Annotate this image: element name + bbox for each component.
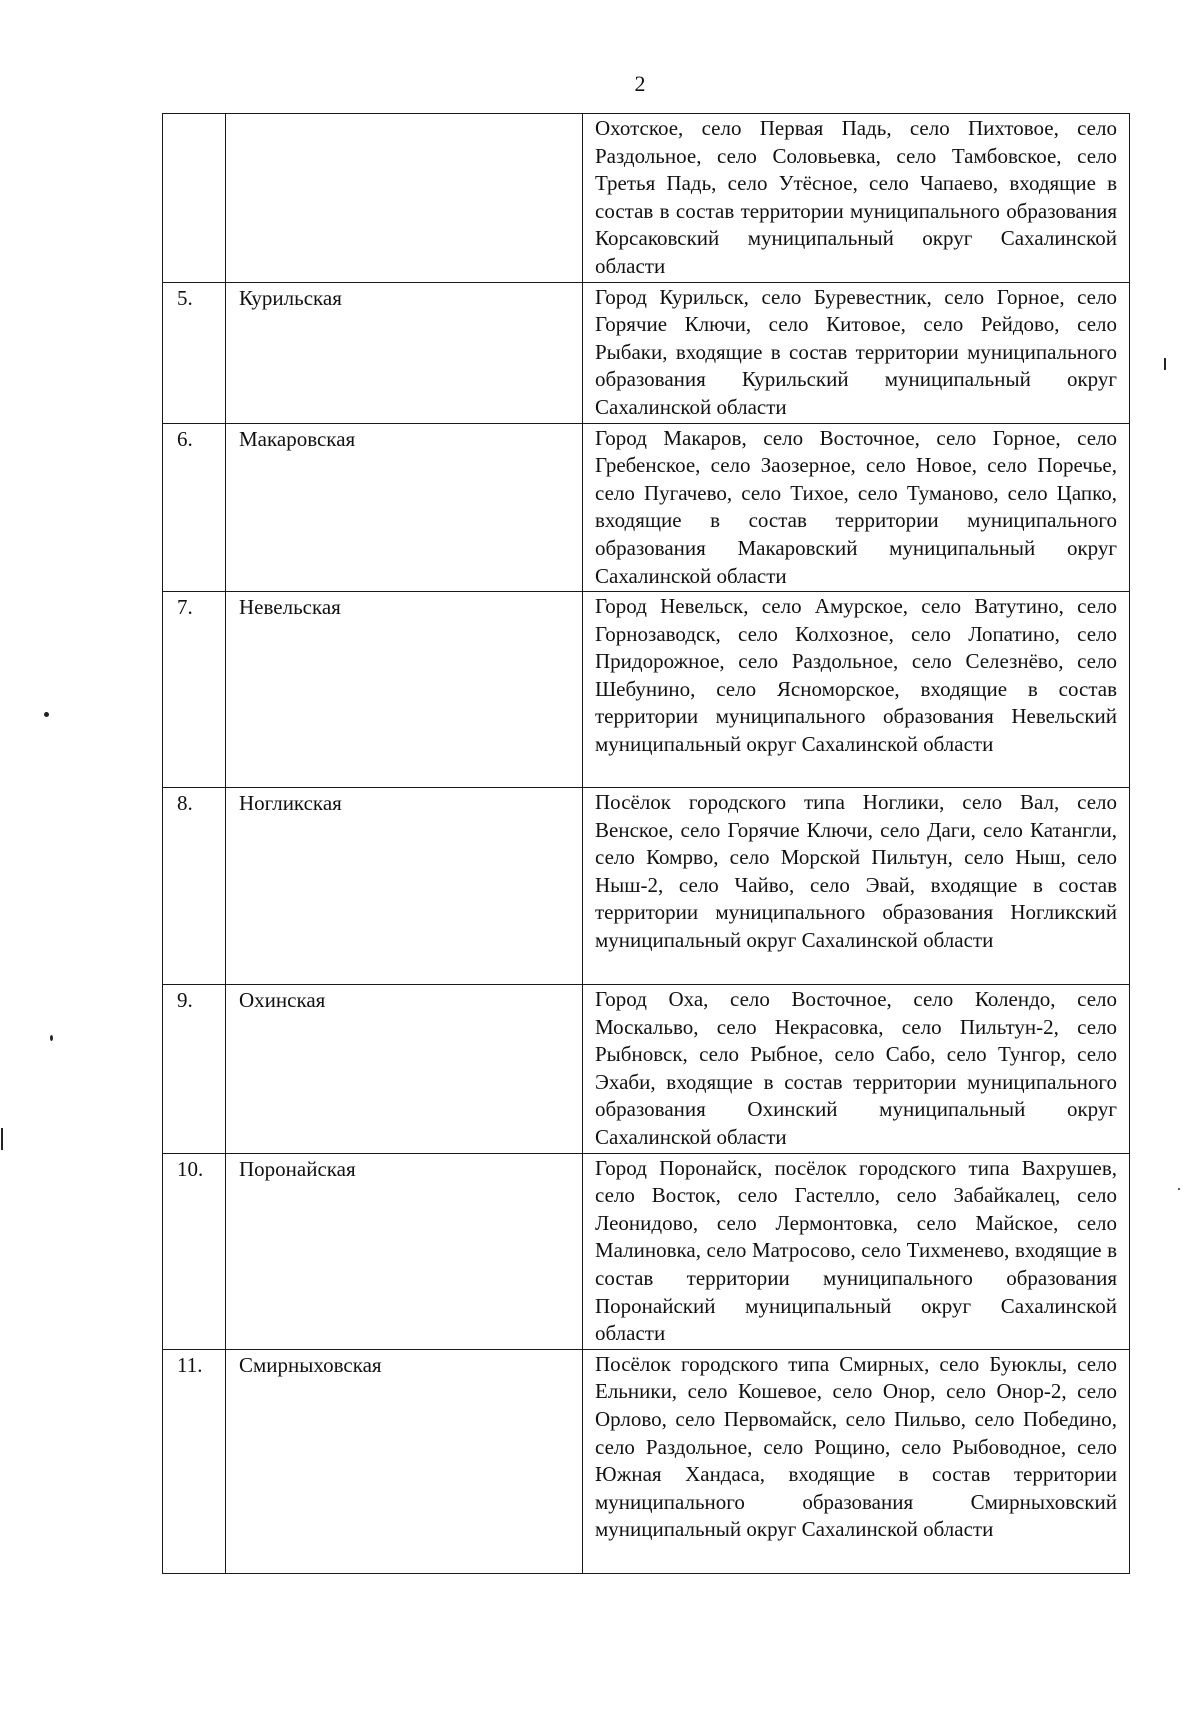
row-number: 8. (163, 788, 226, 985)
row-number (163, 114, 226, 283)
district-description: Охотское, село Первая Падь, село Пихтовое, село Раздольное, село Соловьевка, село Тамбовское, село Третья Падь, село Утёсное, село Чапаево, входящие в состав в состав территории муниципального образования Корсаковский муниципальный округ Сахалинской области (583, 114, 1130, 283)
table-row (163, 1349, 1130, 1573)
district-name: Курильская (226, 282, 583, 423)
page-number: 2 (634, 71, 646, 96)
district-description: Город Поронайск, посёлок городского типа Вахрушев, село Восток, село Гастелло, село Забайкалец, село Леонидово, село Лермонтовка, село Майское, село Малиновка, село Матросово, село Тихменево, входящие в состав территории муниципального образования Поронайский муниципальный округ Сахалинской области (583, 1153, 1130, 1349)
row-number: 5. (163, 282, 226, 423)
row-number: 10. (163, 1153, 226, 1349)
district-description: Город Курильск, село Буревестник, село Горное, село Горячие Ключи, село Китовое, село Рейдово, село Рыбаки, входящие в состав территории муниципального образования Курильский муниципальный округ Сахалинской области (583, 282, 1130, 423)
district-description: Город Оха, село Восточное, село Колендо, село Москальво, село Некрасовка, село Пильтун-2, село Рыбновск, село Рыбное, село Сабо, село Тунгор, село Эхаби, входящие в состав территории муниципального образования Охинский муниципальный округ Сахалинской области (583, 985, 1130, 1154)
scan-speck (1, 1128, 3, 1150)
table-row (163, 114, 1130, 283)
scan-speck (50, 1035, 53, 1041)
row-number: 9. (163, 985, 226, 1154)
district-description: Город Макаров, село Восточное, село Горное, село Гребенское, село Заозерное, село Новое, село Поречье, село Пугачево, село Тихое, село Туманово, село Цапко, входящие в состав территории муниципального образования Макаровский муниципальный округ Сахалинской области (583, 423, 1130, 592)
district-name: Макаровская (226, 423, 583, 592)
district-description: Город Невельск, село Амурское, село Ватутино, село Горнозаводск, село Колхозное, село Лопатино, село Придорожное, село Раздольное, село Селезнёво, село Шебунино, село Ясноморское, входящие в состав территории муниципального образования Невельский муниципальный округ Сахалинской области (583, 592, 1130, 788)
district-description: Посёлок городского типа Смирных, село Буюклы, село Ельники, село Кошевое, село Онор, село Онор-2, село Орлово, село Первомайск, село Пильво, село Победино, село Раздольное, село Рощино, село Рыбоводное, село Южная Хандаса, входящие в состав территории муниципального образования Смирныховский муниципальный округ Сахалинской области (583, 1349, 1130, 1573)
district-name: Невельская (226, 592, 583, 788)
table-row (163, 423, 1130, 592)
table-row (163, 592, 1130, 788)
scan-speck (1164, 358, 1166, 370)
district-name: Смирныховская (226, 1349, 583, 1573)
row-number: 6. (163, 423, 226, 592)
row-number: 7. (163, 592, 226, 788)
district-name (226, 114, 583, 283)
district-description: Посёлок городского типа Ноглики, село Вал, село Венское, село Горячие Ключи, село Даги, село Катангли, село Комрво, село Морской Пильтун, село Ныш, село Ныш-2, село Чайво, село Эвай, входящие в состав территории муниципального образования Ногликский муниципальный округ Сахалинской области (583, 788, 1130, 985)
district-name: Охинская (226, 985, 583, 1154)
district-name: Поронайская (226, 1153, 583, 1349)
table-row (163, 788, 1130, 985)
districts-table (162, 113, 1130, 1574)
scan-speck (44, 712, 49, 717)
district-name: Ногликская (226, 788, 583, 985)
scan-speck (1178, 1188, 1180, 1190)
table-row (163, 282, 1130, 423)
table-row (163, 985, 1130, 1154)
row-number: 11. (163, 1349, 226, 1573)
table-row (163, 1153, 1130, 1349)
